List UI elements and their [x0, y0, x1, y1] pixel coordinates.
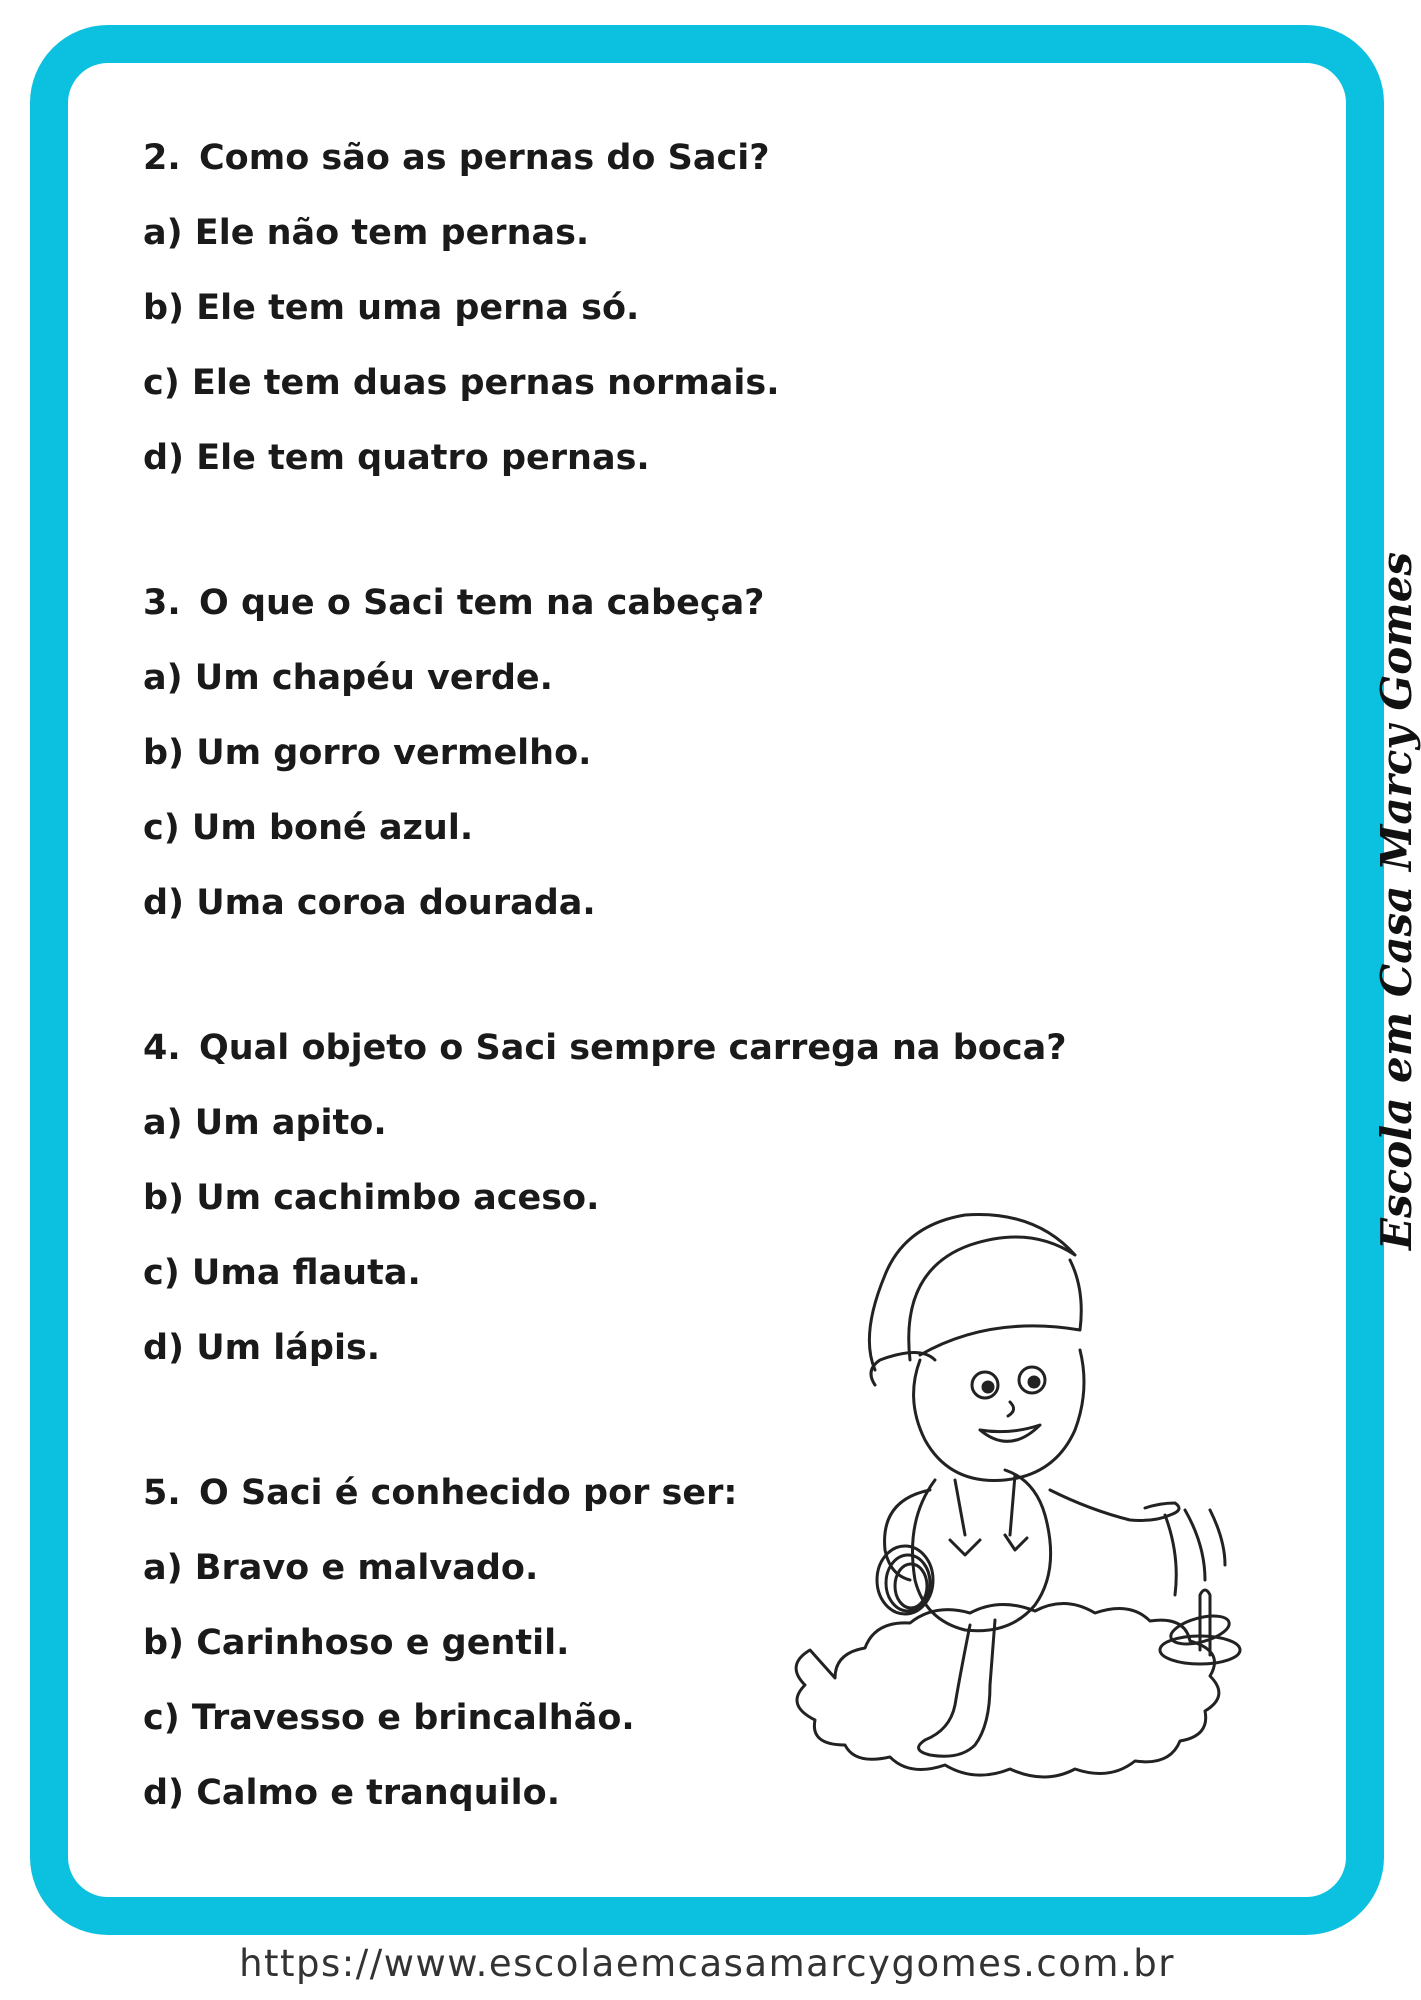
- option-c: c) Travesso e brincalhão.: [143, 1698, 635, 1738]
- question-title: [143, 1028, 1123, 1103]
- question-3: [143, 583, 1123, 958]
- question-text: O que o Saci tem na cabeça?: [199, 583, 765, 623]
- watermark-text: Escola em Casa Marcy Gomes: [1372, 551, 1421, 1250]
- hat: [869, 1215, 1075, 1371]
- option-b: b) Carinhoso e gentil.: [143, 1623, 570, 1663]
- question-text: Como são as pernas do Saci?: [199, 138, 770, 178]
- option-a: a) Um apito.: [143, 1103, 387, 1143]
- option-d: d) Um lápis.: [143, 1328, 381, 1368]
- option-a: a) Bravo e malvado.: [143, 1548, 539, 1588]
- question-number: 3.: [143, 583, 181, 623]
- option-a: a) Ele não tem pernas.: [143, 213, 590, 253]
- footer-url[interactable]: https://www.escolaemcasamarcygomes.com.br: [239, 1942, 1175, 1985]
- right-arm: [1050, 1490, 1179, 1520]
- mouth: [980, 1425, 1040, 1441]
- option-d: d) Calmo e tranquilo.: [143, 1773, 560, 1813]
- question-2: [143, 138, 1123, 513]
- head: [914, 1350, 1084, 1481]
- option-b: b) Ele tem uma perna só.: [143, 288, 640, 328]
- option-a: a) Um chapéu verde.: [143, 658, 553, 698]
- question-text: Qual objeto o Saci sempre carrega na boca?: [199, 1028, 1067, 1068]
- question-title: [143, 583, 1123, 658]
- question-text: O Saci é conhecido por ser:: [199, 1473, 738, 1513]
- option-c: c) Uma flauta.: [143, 1253, 421, 1293]
- ring-stake: [1200, 1590, 1210, 1655]
- question-number: 4.: [143, 1028, 181, 1068]
- grass-patch: [796, 1603, 1219, 1777]
- question-number: 5.: [143, 1473, 181, 1513]
- question-number: 2.: [143, 138, 181, 178]
- question-title: [143, 138, 1123, 213]
- leg: [919, 1620, 995, 1756]
- option-c: c) Um boné azul.: [143, 808, 474, 848]
- option-d: d) Ele tem quatro pernas.: [143, 438, 650, 478]
- option-c: c) Ele tem duas pernas normais.: [143, 363, 780, 403]
- option-d: d) Uma coroa dourada.: [143, 883, 596, 923]
- saci-illustration: [770, 1180, 1270, 1820]
- option-b: b) Um cachimbo aceso.: [143, 1178, 600, 1218]
- option-b: b) Um gorro vermelho.: [143, 733, 592, 773]
